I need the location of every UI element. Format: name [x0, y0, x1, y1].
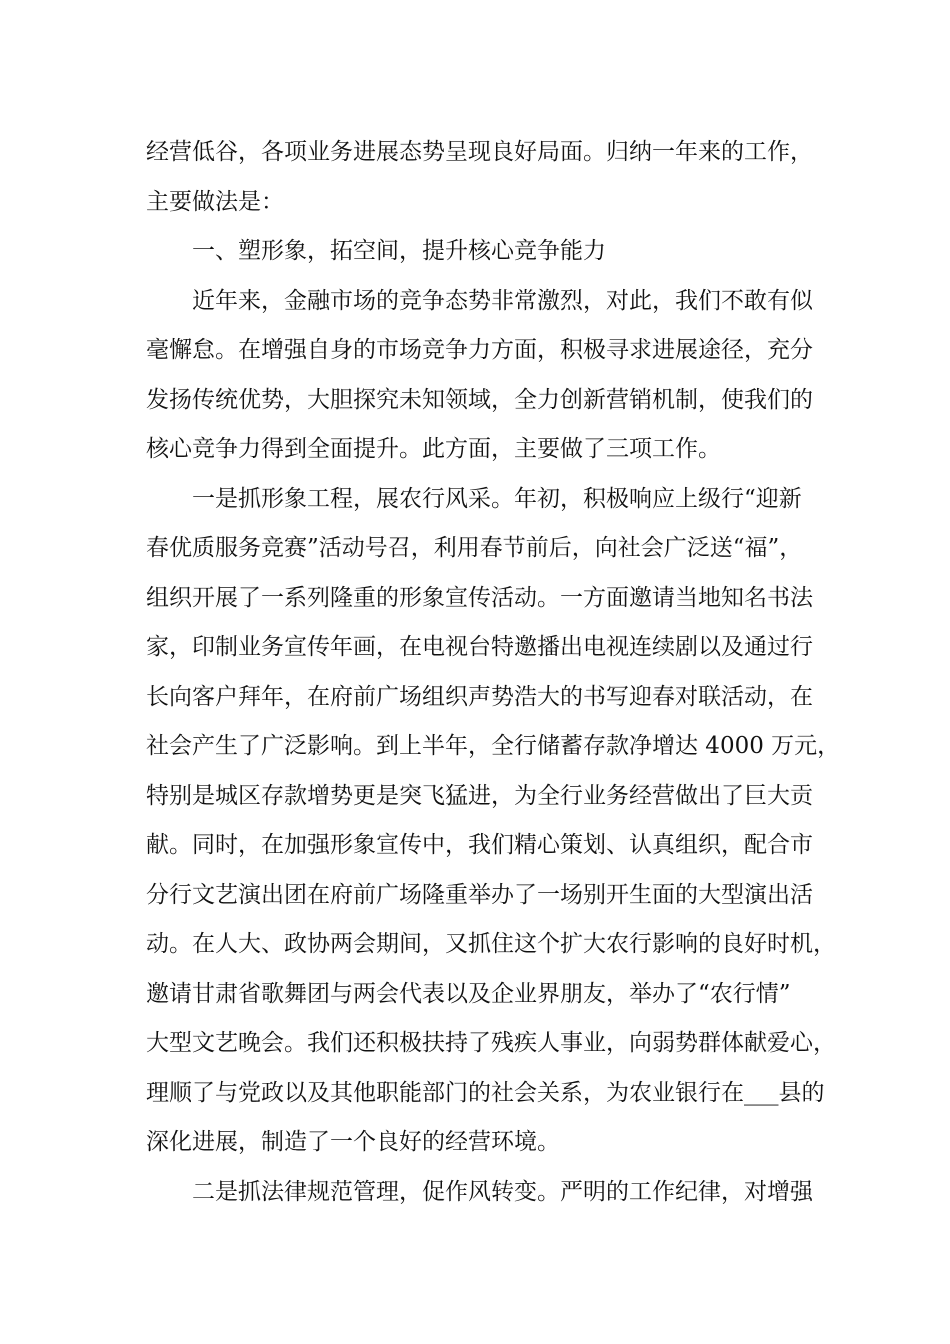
text-line: 近年来，金融市场的竞争态势非常激烈，对此，我们不敢有似 — [192, 287, 813, 314]
text-line: 分行文艺演出团在府前广场隆重举办了一场别开生面的大型演出活 — [146, 881, 813, 908]
text-line: 春优质服务竞赛”活动号召，利用春节前后，向社会广泛送“福”， — [146, 535, 803, 561]
text-line: 组织开展了一系列隆重的形象宣传活动。一方面邀请当地知名书法 — [146, 584, 813, 611]
text-line: 核心竞争力得到全面提升。此方面，主要做了三项工作。 — [146, 436, 721, 462]
text-line: 理顺了与党政以及其他职能部门的社会关系，为农业银行在___县的 — [146, 1079, 825, 1106]
text-line: 邀请甘肃省歌舞团与两会代表以及企业界朋友，举办了“农行情” — [146, 980, 791, 1007]
text-line: 动。在人大、政协两会期间，又抓住这个扩大农行影响的良好时机， — [146, 931, 836, 957]
text-line: 深化进展，制造了一个良好的经营环境。 — [146, 1129, 560, 1155]
section-heading: 一、塑形象，拓空间，提升核心竞争能力 — [192, 238, 606, 264]
text-line: 特别是城区存款增势更是突飞猛进，为全行业务经营做出了巨大贡 — [146, 782, 813, 809]
text-line: 经营低谷，各项业务进展态势呈现良好局面。归纳一年来的工作， — [146, 139, 813, 165]
text-line: 一是抓形象工程，展农行风采。年初，积极响应上级行“迎新 — [192, 485, 802, 512]
text-line: 长向客户拜年，在府前广场组织声势浩大的书写迎春对联活动，在 — [146, 683, 813, 710]
body-text — [146, 128, 841, 1217]
text-line: 发扬传统优势，大胆探究未知领域，全力创新营销机制，使我们的 — [146, 386, 813, 413]
text-line: 社会产生了广泛影响。到上半年，全行储蓄存款净增达 4000 万元， — [146, 733, 841, 759]
text-line: 主要做法是： — [146, 188, 284, 215]
text-line: 献。同时，在加强形象宣传中，我们精心策划、认真组织，配合市 — [146, 832, 813, 858]
text-line: 大型文艺晚会。我们还积极扶持了残疾人事业，向弱势群体献爱心， — [146, 1030, 836, 1056]
text-line: 家，印制业务宣传年画，在电视台特邀播出电视连续剧以及通过行 — [146, 634, 813, 660]
text-line: 毫懈怠。在增强自身的市场竞争力方面，积极寻求进展途径，充分 — [146, 337, 813, 363]
text-line: 二是抓法律规范管理，促作风转变。严明的工作纪律，对增强 — [192, 1178, 813, 1205]
